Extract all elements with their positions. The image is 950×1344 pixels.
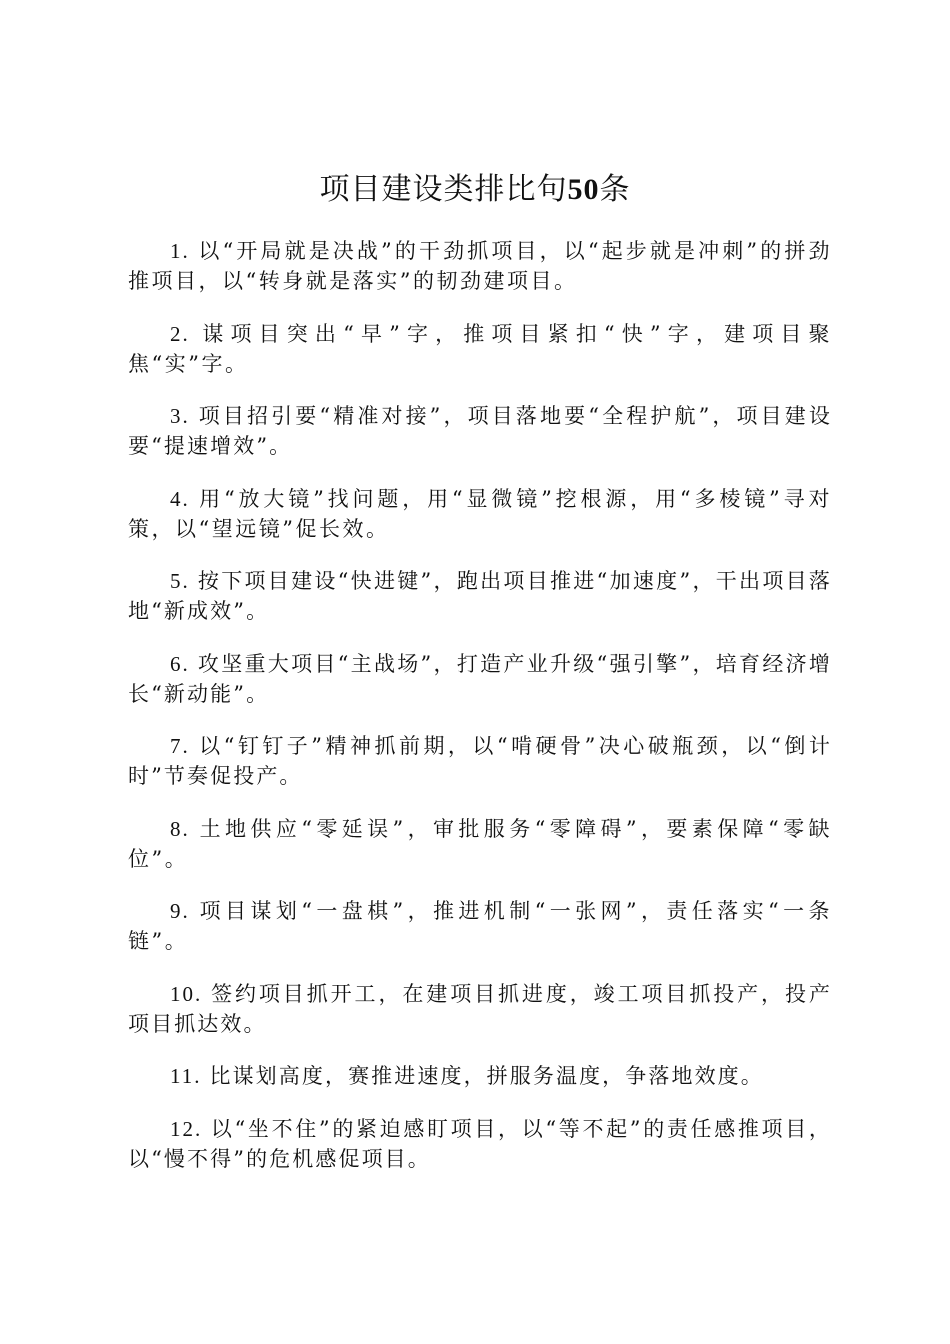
list-item — [128, 979, 832, 1039]
item-text: 按下项目建设“快进键”，跑出项目推进“加速度”，干出项目落地“新成效”。 — [128, 569, 832, 623]
item-index: 8. — [170, 816, 190, 841]
item-index: 7. — [170, 734, 190, 758]
page-title — [0, 170, 950, 210]
list-item — [128, 1114, 832, 1174]
item-index: 2. — [170, 321, 190, 346]
item-index: 12. — [170, 1116, 203, 1141]
item-text: 以“坐不住”的紧迫感盯项目，以“等不起”的责任感推项目，以“慢不得”的危机感促项目。 — [128, 1116, 832, 1171]
item-index: 4. — [170, 486, 190, 511]
title-suffix: 条 — [599, 172, 631, 207]
list-item — [128, 649, 832, 709]
list-item — [128, 401, 832, 461]
list-item — [128, 814, 832, 874]
title-number: 50 — [567, 173, 600, 206]
item-index: 1. — [170, 239, 190, 263]
item-text: 比谋划高度，赛推进速度，拼服务温度，争落地效度。 — [209, 1064, 764, 1088]
item-index: 11. — [170, 1064, 202, 1088]
item-index: 9. — [170, 899, 190, 923]
item-index: 10. — [170, 981, 203, 1006]
item-text: 项目招引要“精准对接”，项目落地要“全程护航”，项目建设要“提速增效”。 — [128, 404, 832, 458]
item-text: 签约项目抓开工，在建项目抓进度，竣工项目抓投产，投产项目抓达效。 — [128, 981, 832, 1036]
list-item — [128, 731, 832, 791]
title-text: 项目建设类排比句 — [319, 172, 568, 207]
list-item — [128, 319, 832, 379]
item-text: 以“钉钉子”精神抓前期，以“啃硬骨”决心破瓶颈，以“倒计时”节奏促投产。 — [128, 734, 832, 788]
item-text: 用“放大镜”找问题，用“显微镜”挖根源，用“多棱镜”寻对策，以“望远镜”促长效。 — [128, 486, 832, 541]
item-text: 谋项目突出“早”字，推项目紧扣“快”字，建项目聚焦“实”字。 — [128, 321, 832, 376]
item-index: 6. — [170, 651, 190, 676]
item-text: 土地供应“零延误”，审批服务“零障碍”，要素保障“零缺位”。 — [128, 816, 832, 871]
list-item — [128, 484, 832, 544]
item-index: 3. — [170, 404, 190, 428]
list-item — [128, 566, 832, 626]
list-item — [128, 236, 832, 296]
list-item — [128, 896, 832, 956]
item-text: 以“开局就是决战”的干劲抓项目，以“起步就是冲刺”的拼劲推项目，以“转身就是落实”的韧劲建项目。 — [128, 239, 832, 293]
sentence-list — [128, 236, 832, 1196]
item-text: 项目谋划“一盘棋”，推进机制“一张网”，责任落实“一条链”。 — [128, 899, 832, 953]
item-text: 攻坚重大项目“主战场”，打造产业升级“强引擎”，培育经济增长“新动能”。 — [128, 651, 832, 706]
list-item — [128, 1061, 832, 1091]
item-index: 5. — [170, 569, 190, 593]
